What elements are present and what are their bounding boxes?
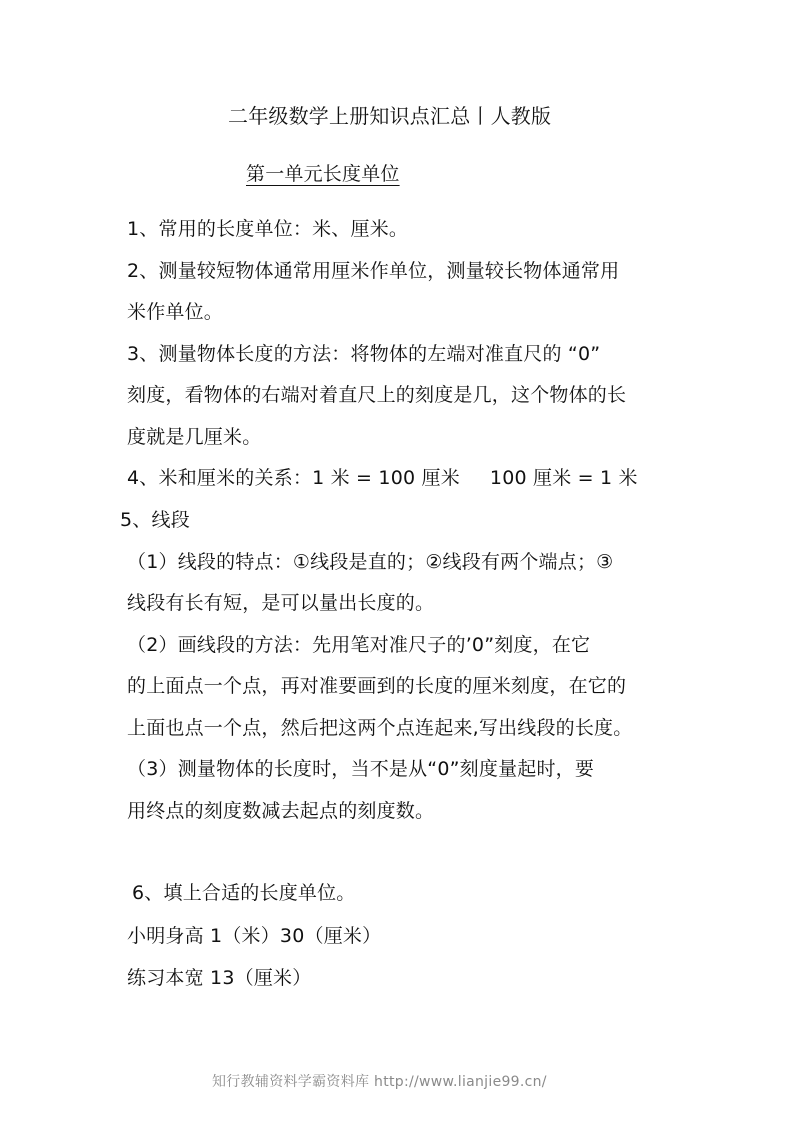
point-2-line-1: 2、测量较短物体通常用厘米作单位，测量较长物体通常用 <box>127 260 620 282</box>
point-3-line-3: 度就是几厘米。 <box>127 426 262 448</box>
point-2-line-2: 米作单位。 <box>127 301 224 323</box>
point-5-2-line-3: 上面也点一个点，然后把这两个点连起来,写出线段的长度。 <box>127 717 633 739</box>
point-5-1-line-1: （1）线段的特点：①线段是直的；②线段有两个端点；③ <box>127 551 614 573</box>
point-3-line-1: 3、测量物体长度的方法：将物体的左端对准直尺的 “0” <box>127 343 601 365</box>
point-5-1-line-2: 线段有长有短，是可以量出长度的。 <box>127 592 435 614</box>
point-5-3-line-2: 用终点的刻度数减去起点的刻度数。 <box>127 800 435 822</box>
point-5-2-line-2: 的上面点一个点，再对准要画到的长度的厘米刻度，在它的 <box>127 675 627 697</box>
point-4-part-a: 4、米和厘米的关系：1 米 = 100 厘米 <box>127 467 460 489</box>
section-heading <box>246 162 414 186</box>
point-1: 1、常用的长度单位：米、厘米。 <box>127 218 409 240</box>
point-5-heading: 5、线段 <box>120 509 190 531</box>
point-5-2-line-1: （2）画线段的方法：先用笔对准尺子的’0”刻度，在它 <box>127 634 591 656</box>
point-6-example-2: 练习本宽 13（厘米） <box>127 967 312 989</box>
point-5-3-line-1: （3）测量物体的长度时，当不是从“0”刻度量起时，要 <box>127 758 595 780</box>
document-title: 二年级数学上册知识点汇总丨人教版 <box>228 104 552 128</box>
point-3-line-2: 刻度，看物体的右端对着直尺上的刻度是几，这个物体的长 <box>127 384 627 406</box>
point-4-part-b: 100 厘米 = 1 米 <box>489 467 638 489</box>
footer-watermark: 知行教辅资料学霸资料库 http://www.lianjie99.cn/ <box>212 1074 547 1090</box>
point-6-heading: 6、填上合适的长度单位。 <box>132 882 356 904</box>
section-heading-text: 第一单元长度单位 <box>246 163 400 185</box>
point-6-example-1: 小明身高 1（米）30（厘米） <box>127 925 382 947</box>
point-4 <box>127 466 638 490</box>
